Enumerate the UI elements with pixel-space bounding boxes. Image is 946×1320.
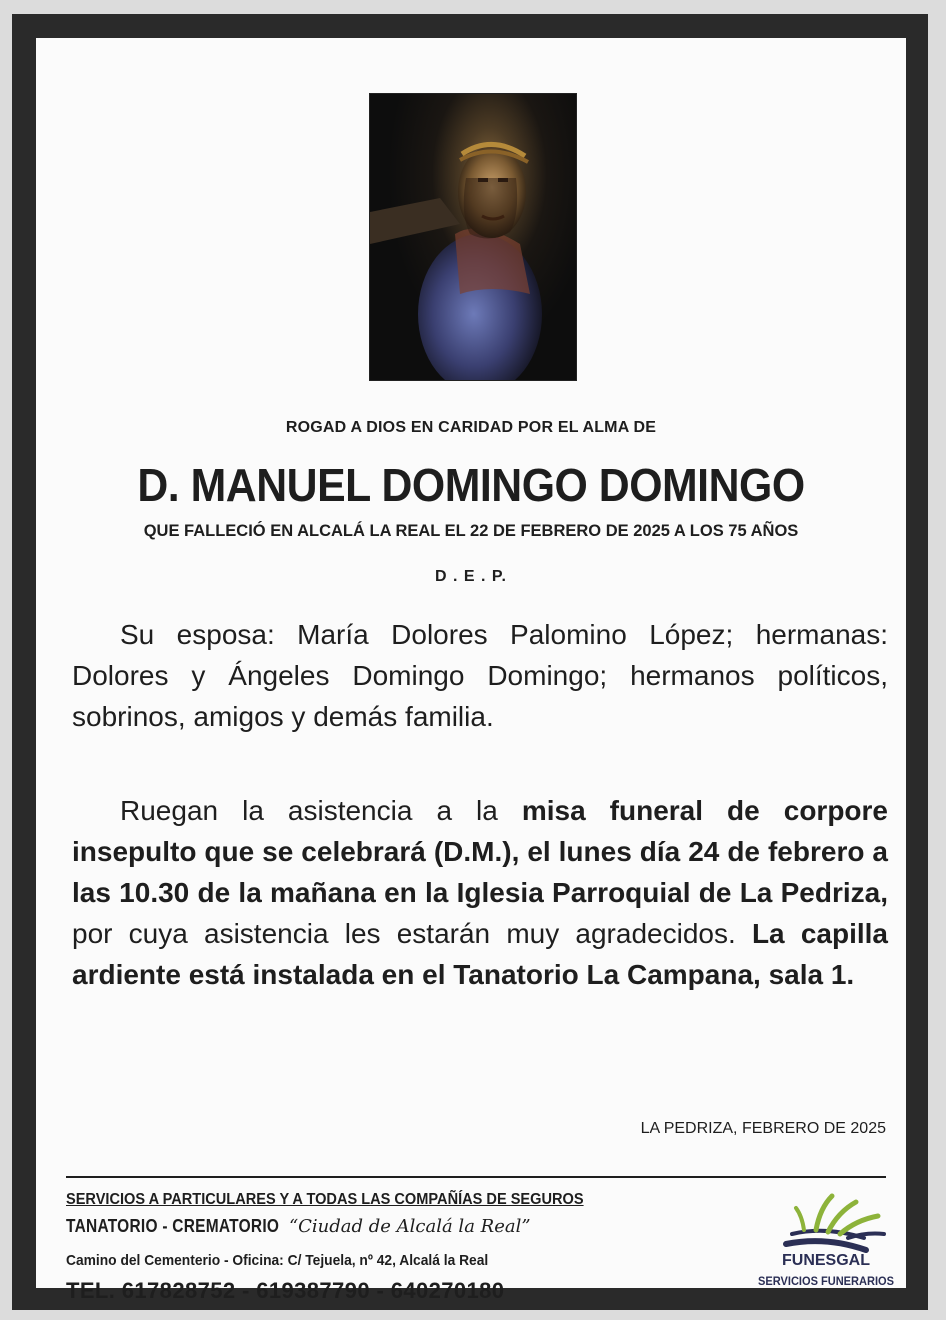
logo-tagline: SERVICIOS FUNERARIOS	[758, 1274, 894, 1288]
chapel-details: La capilla ardiente está instalada en el Tanatorio La Campana, sala 1.	[72, 918, 888, 990]
deceased-name: D. MANUEL DOMINGO DOMINGO	[137, 459, 805, 511]
prayer-heading: ROGAD A DIOS EN CARIDAD POR EL ALMA DE	[285, 419, 657, 436]
rip-abbreviation: D . E . P.	[435, 568, 507, 585]
obituary-frame	[12, 14, 928, 1310]
family-paragraph: Su esposa: María Dolores Palomino López; hermanas: Dolores y Ángeles Domingo Domingo; hermanos políticos, sobrinos, amigos y demás familia.	[72, 619, 888, 732]
services-line: SERVICIOS A PARTICULARES Y A TODAS LAS COMPAÑÍAS DE SEGUROS	[66, 1191, 584, 1208]
tanatorio-line	[66, 1216, 531, 1237]
footer-divider	[66, 1176, 886, 1178]
funeral-mass-details: misa funeral de corpore insepulto que se celebrará (D.M.), el lunes día 24 de febrero a las 10.30 de la mañana en la Iglesia Parroquial de La Pedriza,	[72, 795, 888, 908]
crucifix-illustration	[370, 94, 576, 380]
address-line: Camino del Cementerio - Oficina: C/ Tejuela, nº 42, Alcalá la Real	[66, 1252, 489, 1269]
logo-name: FUNESGAL	[782, 1252, 870, 1269]
death-details: QUE FALLECIÓ EN ALCALÁ LA REAL EL 22 DE FEBRERO DE 2025 A LOS 75 AÑOS	[143, 522, 799, 540]
place-date: LA PEDRIZA, FEBRERO DE 2025	[640, 1120, 886, 1137]
obituary-card	[36, 38, 906, 1303]
funeral-thanks: por cuya asistencia les estarán muy agradecidos.	[72, 918, 752, 949]
funeral-intro: Ruegan la asistencia a la	[120, 795, 522, 826]
crucifix-image	[370, 94, 576, 380]
funeral-paragraph	[72, 790, 888, 995]
tanatorio-label: TANATORIO - CREMATORIO	[66, 1216, 280, 1236]
ciudad-label: “Ciudad de Alcalá la Real”	[288, 1216, 531, 1237]
phone-line: TEL. 617828752 - 619387790 - 640270180	[66, 1278, 505, 1303]
